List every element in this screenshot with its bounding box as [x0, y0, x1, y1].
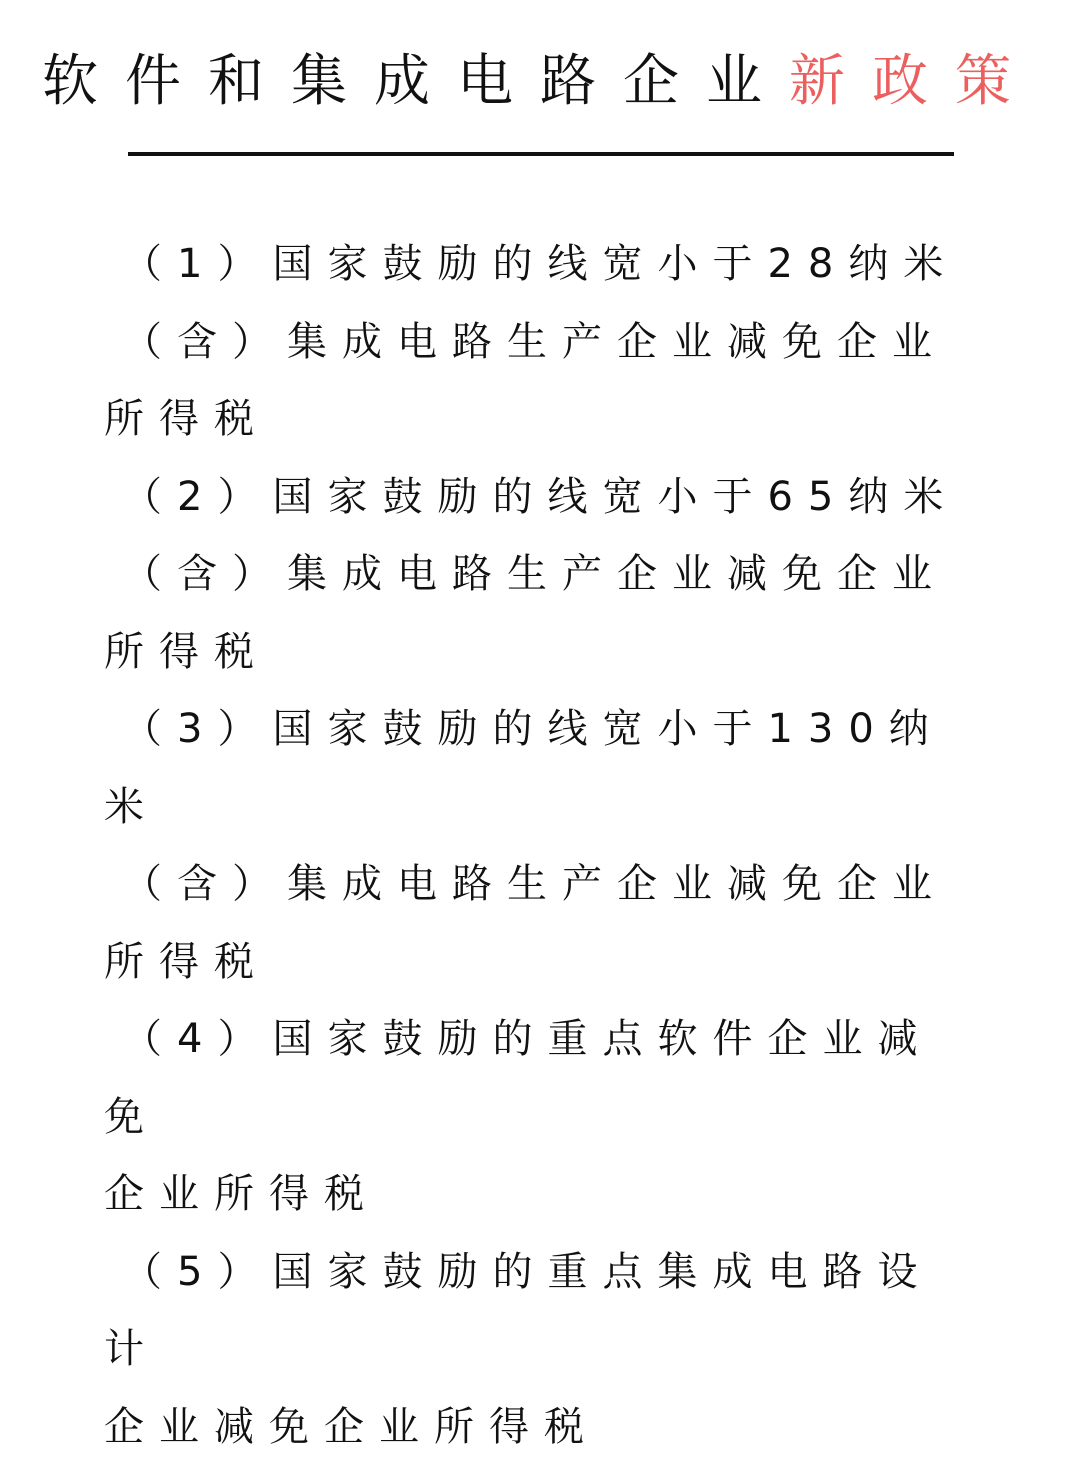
policy-line: （含）集成电路生产企业减免企业	[104, 536, 984, 614]
policy-item-4	[104, 1001, 984, 1234]
policy-item-1	[104, 226, 984, 459]
policy-line: （2）国家鼓励的线宽小于65纳米	[104, 459, 984, 537]
policy-line: 所得税	[104, 381, 984, 459]
policy-list	[104, 226, 984, 1466]
policy-item-3	[104, 691, 984, 1001]
title-divider	[128, 152, 954, 156]
title-accent: 新政策	[789, 49, 1038, 114]
policy-item-2	[104, 459, 984, 692]
policy-line: （3）国家鼓励的线宽小于130纳米	[104, 691, 984, 846]
policy-line: （含）集成电路生产企业减免企业	[104, 846, 984, 924]
policy-line: 所得税	[104, 924, 984, 1002]
title-main: 软件和集成电路企业	[42, 49, 789, 114]
policy-line: 所得税	[104, 614, 984, 692]
page-title	[0, 42, 1080, 122]
policy-item-5	[104, 1234, 984, 1466]
policy-line: （含）集成电路生产企业减免企业	[104, 304, 984, 382]
policy-line: 企业所得税	[104, 1156, 984, 1234]
policy-line: 企业减免企业所得税	[104, 1389, 984, 1466]
policy-line: （1）国家鼓励的线宽小于28纳米	[104, 226, 984, 304]
policy-line: （5）国家鼓励的重点集成电路设计	[104, 1234, 984, 1389]
policy-line: （4）国家鼓励的重点软件企业减免	[104, 1001, 984, 1156]
